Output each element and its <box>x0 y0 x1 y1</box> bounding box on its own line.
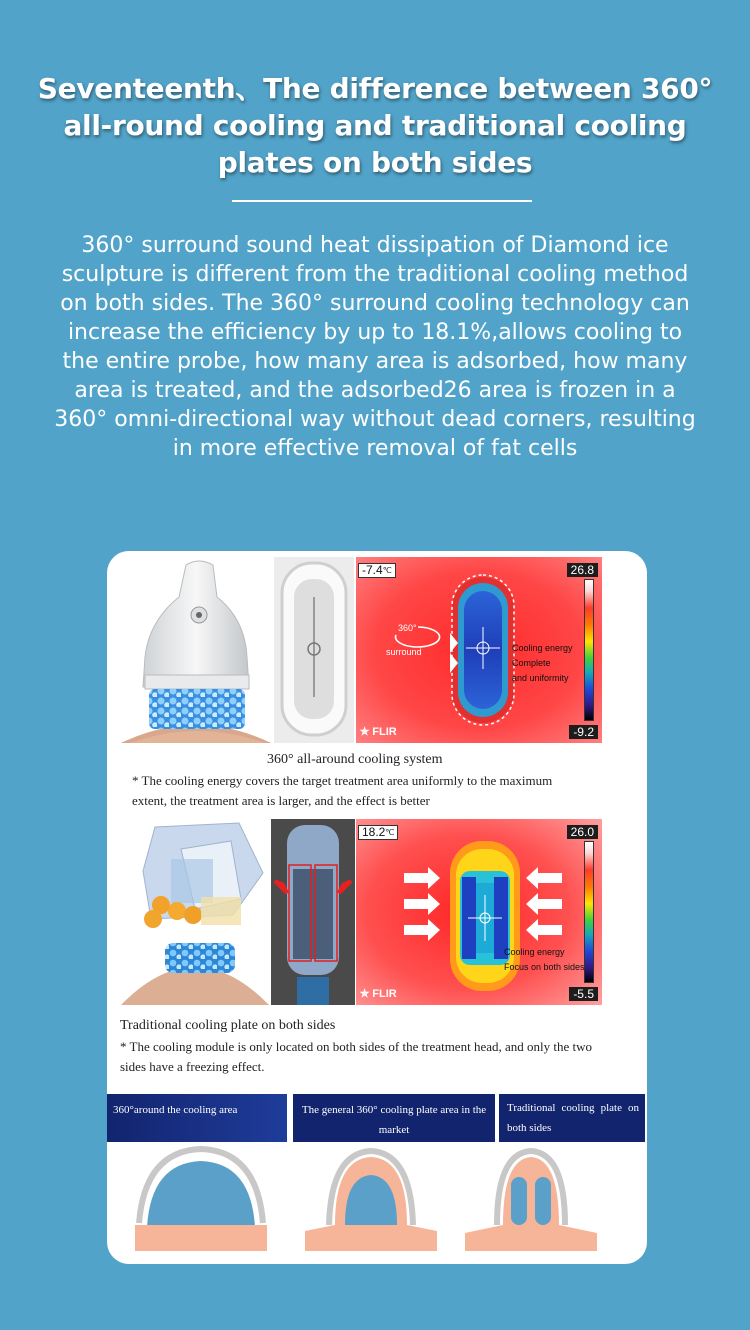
label-360-around: 360°around the cooling area <box>107 1094 287 1142</box>
title-divider <box>232 200 532 202</box>
temp-spot-readout: -7.4℃ <box>358 563 396 578</box>
page-title: Seventeenth、The difference between 360° all-round cooling and traditional cooling plates on both sides <box>37 72 713 179</box>
temperature-colorbar <box>584 579 594 721</box>
label-traditional-plate: Traditional cooling plate on both sides <box>499 1094 645 1142</box>
diagram-360-around <box>133 1141 269 1257</box>
flir-logo: ✯ FLIR <box>360 726 397 738</box>
temp-spot-readout: 18.2℃ <box>358 825 398 840</box>
comparison-card <box>107 551 647 1264</box>
twoside-probe-photo <box>271 819 355 1005</box>
surround-label: surround <box>386 647 422 657</box>
device-360-illustration <box>121 557 271 743</box>
section2-caption-title: Traditional cooling plate on both sides <box>120 1018 336 1033</box>
device-twoside-illustration <box>121 819 269 1005</box>
scale-max-label: 26.0 <box>567 825 598 839</box>
scale-min-label: -9.2 <box>569 725 598 739</box>
section2-caption-body: * The cooling module is only located on both sides of the treatment head, and only the two sides have a freezing effect. <box>120 1039 592 1074</box>
flir-logo: ✯ FLIR <box>360 988 397 1000</box>
probe-photo <box>274 557 354 743</box>
thermal-image-360 <box>356 557 602 743</box>
cooling-note-line1: Cooling energy <box>504 947 565 957</box>
section1-caption-title: 360° all-around cooling system <box>267 752 443 767</box>
section1-caption-body: * The cooling energy covers the target treatment area uniformly to the maximum extent, the treatment area is larger, and the effect is better <box>132 773 553 808</box>
intro-paragraph: 360° surround sound heat dissipation of Diamond ice sculpture is different from the traditional cooling method on both sides. The 360° surround cooling technology can increase the efficiency by up to 18.1%,allows cooling to the entire probe, how many area is adsorbed, how many area is treated, and the adsorbed26 area is frozen in a 360° omni-directional way without dead corners, resulting in more effective removal of fat cells <box>54 233 696 461</box>
cooling-note-line2: Focus on both sides <box>504 962 585 972</box>
cooling-note-line2: Complete <box>512 658 551 668</box>
cooling-note-line1: Cooling energy <box>512 643 573 653</box>
scale-max-label: 26.8 <box>567 563 598 577</box>
label-general-360: The general 360° cooling plate area in the market <box>293 1094 495 1142</box>
rotation-degree-label: 360° <box>398 623 417 633</box>
scale-min-label: -5.5 <box>569 987 598 1001</box>
temperature-colorbar <box>584 841 594 983</box>
diagram-traditional-plate <box>463 1141 599 1257</box>
diagram-general-360 <box>301 1141 441 1257</box>
thermal-image-twoside <box>356 819 602 1005</box>
cooling-note-line3: and uniformity <box>512 673 569 683</box>
